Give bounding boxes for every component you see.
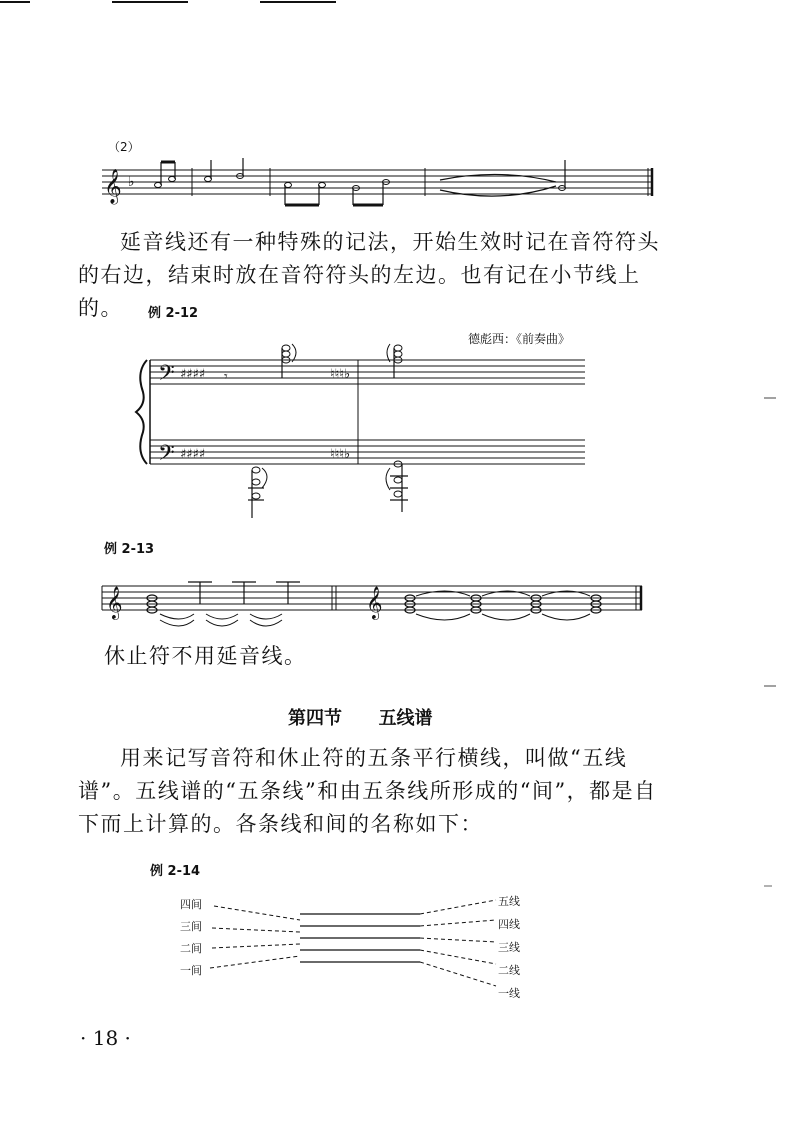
space-name-4: 四间	[180, 898, 202, 911]
svg-text:♯♯♯♯: ♯♯♯♯	[180, 367, 206, 382]
line-name-3: 三线	[498, 941, 520, 954]
space-name-2: 二间	[180, 942, 202, 955]
line-name-1: 一线	[498, 987, 520, 1000]
section-number: 第四节	[288, 708, 342, 729]
svg-text:𝄾: 𝄾	[224, 369, 228, 385]
treble-clef-icon: 𝄞	[106, 586, 123, 619]
bass-clef-icon: 𝄢	[158, 441, 175, 471]
page-number: · 18 ·	[80, 1026, 131, 1050]
space-name-3: 三间	[180, 920, 202, 933]
svg-text:♮♮♮♭: ♮♮♮♭	[330, 367, 351, 382]
example-2-12-label: 例 2-12	[148, 306, 199, 321]
treble-clef-icon: 𝄞	[104, 169, 122, 204]
svg-text:♯♯♯♯: ♯♯♯♯	[180, 447, 206, 462]
treble-clef-icon: 𝄞	[366, 586, 383, 619]
example-2-14-label: 例 2-14	[150, 864, 201, 879]
paragraph-rest-no-tie: 休止符不用延音线。	[104, 644, 307, 668]
paragraph-tie-special: 延音线还有一种特殊的记法，开始生效时记在音符符头的右边，结束时放在音符符头的左边。也有记在小节线上的。	[78, 230, 660, 320]
line-name-2: 二线	[498, 964, 520, 977]
example-2-12-attribution: 德彪西：《前奏曲》	[468, 332, 571, 346]
example-2-13-label: 例 2-13	[104, 542, 155, 557]
svg-text:♭: ♭	[128, 174, 135, 190]
space-name-1: 一间	[180, 964, 202, 977]
line-name-4: 四线	[498, 918, 520, 931]
paragraph-staff-intro: 用来记写音符和休止符的五条平行横线，叫做“五线谱”。五线谱的“五条线”和由五条线所形成的“间”，都是自下而上计算的。各条线和间的名称如下：	[78, 746, 657, 836]
bass-clef-icon: 𝄢	[158, 361, 175, 391]
svg-text:♮♮♮♭: ♮♮♮♭	[330, 447, 351, 462]
example-2-label: （2）	[108, 140, 140, 154]
line-name-5: 五线	[498, 895, 520, 908]
section-title: 五线谱	[378, 708, 433, 729]
